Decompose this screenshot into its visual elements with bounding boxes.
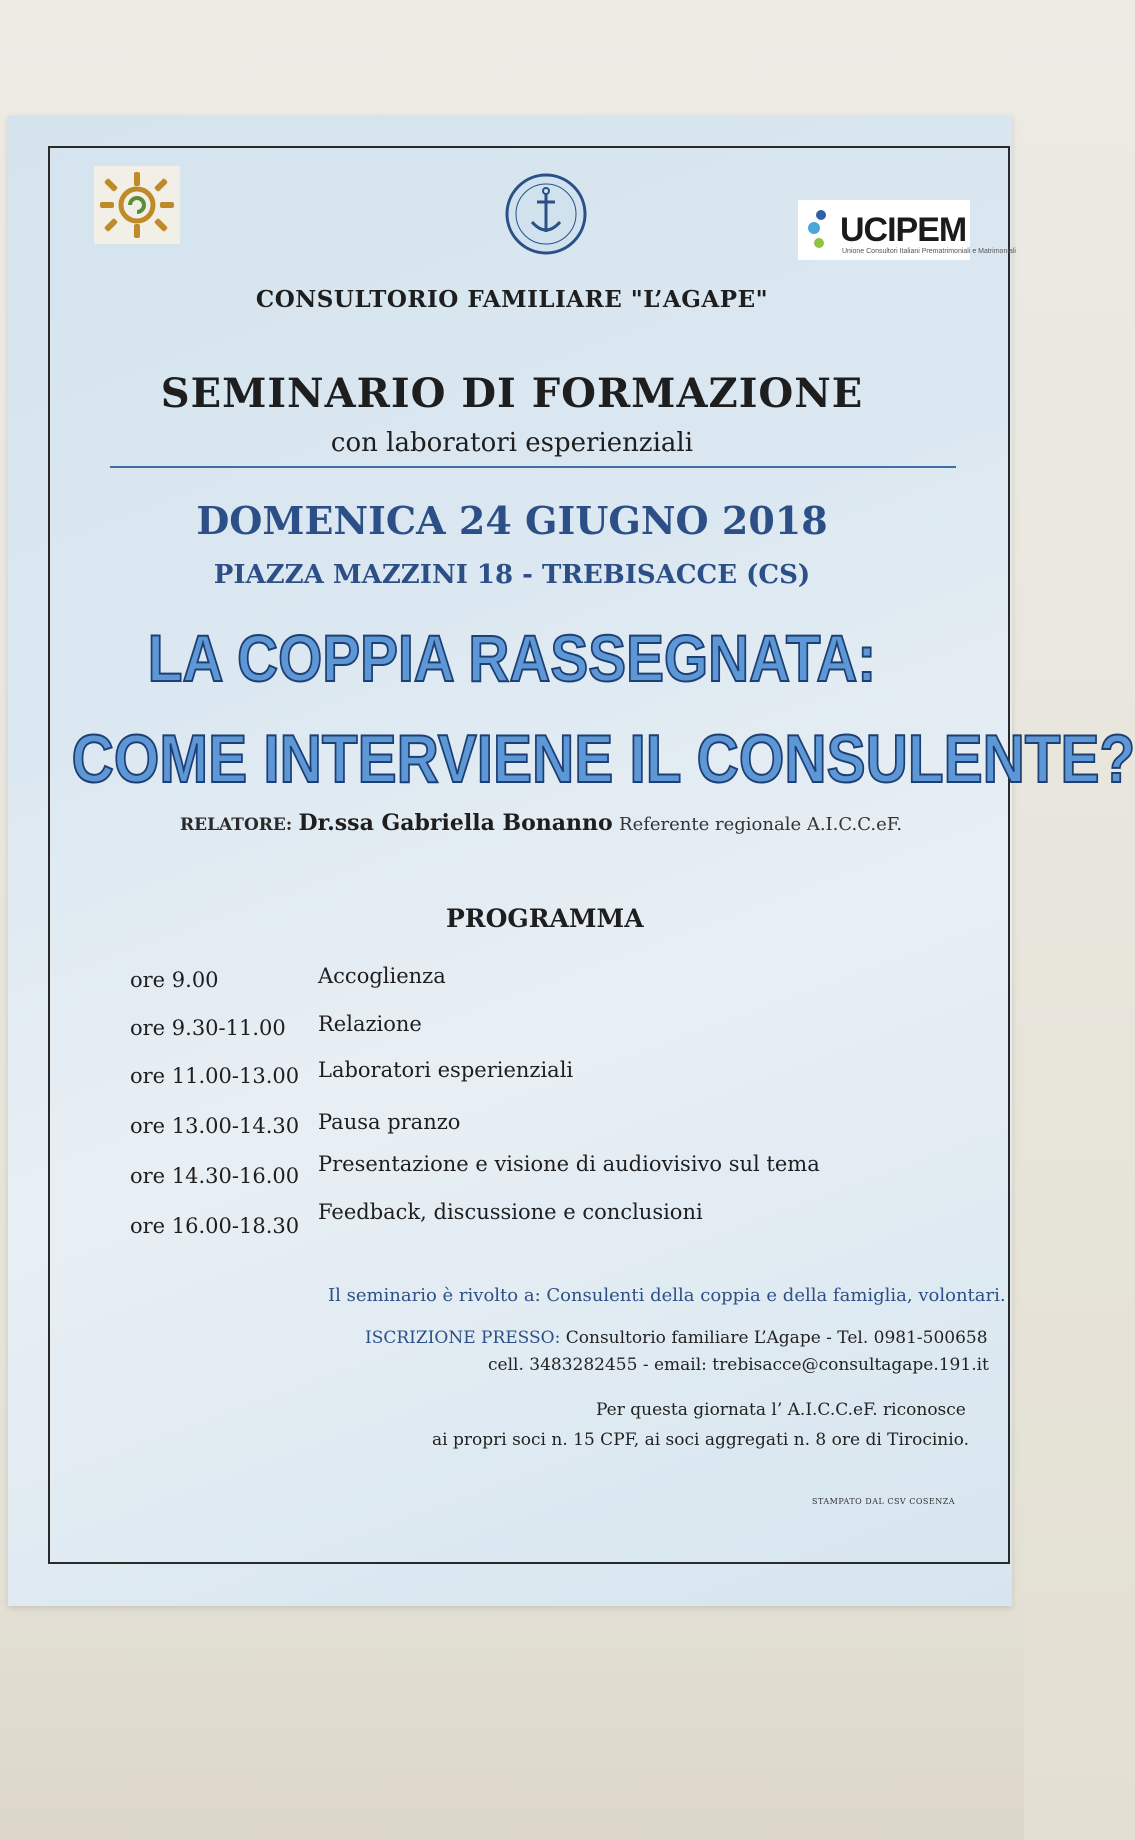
program-time: ore 14.30-16.00 [130,1164,300,1188]
ucipem-logo-subtext: Unione Consultori Italiani Prematrimoniali e Matrimoniali [842,248,1016,255]
poster-frame [48,146,1135,1564]
program-activity: Presentazione e visione di audiovisivo sul tema [318,1152,820,1176]
program-time: ore 13.00-14.30 [130,1114,300,1138]
program-activity: Laboratori esperienziali [318,1058,574,1082]
organization-name: CONSULTORIO FAMILIARE "L’AGAPE" [255,286,769,313]
program-time: ore 9.00 [130,968,219,992]
program-time: ore 16.00-18.30 [130,1214,300,1238]
event-date: DOMENICA 24 GIUGNO 2018 [196,498,828,543]
wall-background [0,1600,1024,1840]
headline-line-2: COME INTERVIENE IL CONSULENTE? [71,721,1135,797]
registration-label: ISCRIZIONE PRESSO: [365,1328,561,1348]
seminar-title: SEMINARIO DI FORMAZIONE [160,370,864,417]
program-time: ore 9.30-11.00 [130,1016,286,1040]
program-activity: Relazione [318,1012,422,1036]
registration-line [365,1328,988,1348]
program-activity: Accoglienza [318,964,446,988]
sun-spiral-logo [94,166,180,244]
contact-text: cell. 3483282455 - email: trebisacce@consultagape.191.it [488,1355,989,1375]
speaker-line [180,810,902,836]
divider-line [110,466,956,468]
event-place: PIAZZA MAZZINI 18 - TREBISACCE (CS) [213,560,811,590]
registration-text: Consultorio familiare L’Agape - Tel. 0981-500658 [565,1328,988,1348]
ucipem-logo-text: UCIPEM [840,211,967,249]
ucipem-dots-icon [808,208,830,252]
speaker-name: Dr.ssa Gabriella Bonanno [298,810,613,836]
program-activity: Feedback, discussione e conclusioni [318,1200,703,1224]
credits-line-2: ai propri soci n. 15 CPF, ai soci aggregati n. 8 ore di Tirocinio. [432,1430,970,1450]
audience-text: Il seminario è rivolto a: Consulenti della coppia e della famiglia, volontari. [328,1285,1006,1306]
program-title: PROGRAMMA [446,904,644,933]
headline-line-1: LA COPPIA RASSEGNATA: [147,621,877,695]
program-activity: Pausa pranzo [318,1110,461,1134]
seminar-subtitle: con laboratori esperienziali [330,428,694,458]
speaker-role: Referente regionale A.I.C.C.eF. [619,814,903,835]
credits-line-1: Per questa giornata l’ A.I.C.C.eF. riconosce [596,1400,966,1420]
program-time: ore 11.00-13.00 [130,1064,300,1088]
printed-by-note: STAMPATO DAL CSV COSENZA [812,1497,956,1506]
speaker-label: RELATORE: [180,815,293,835]
anchor-medallion-logo [504,172,588,256]
